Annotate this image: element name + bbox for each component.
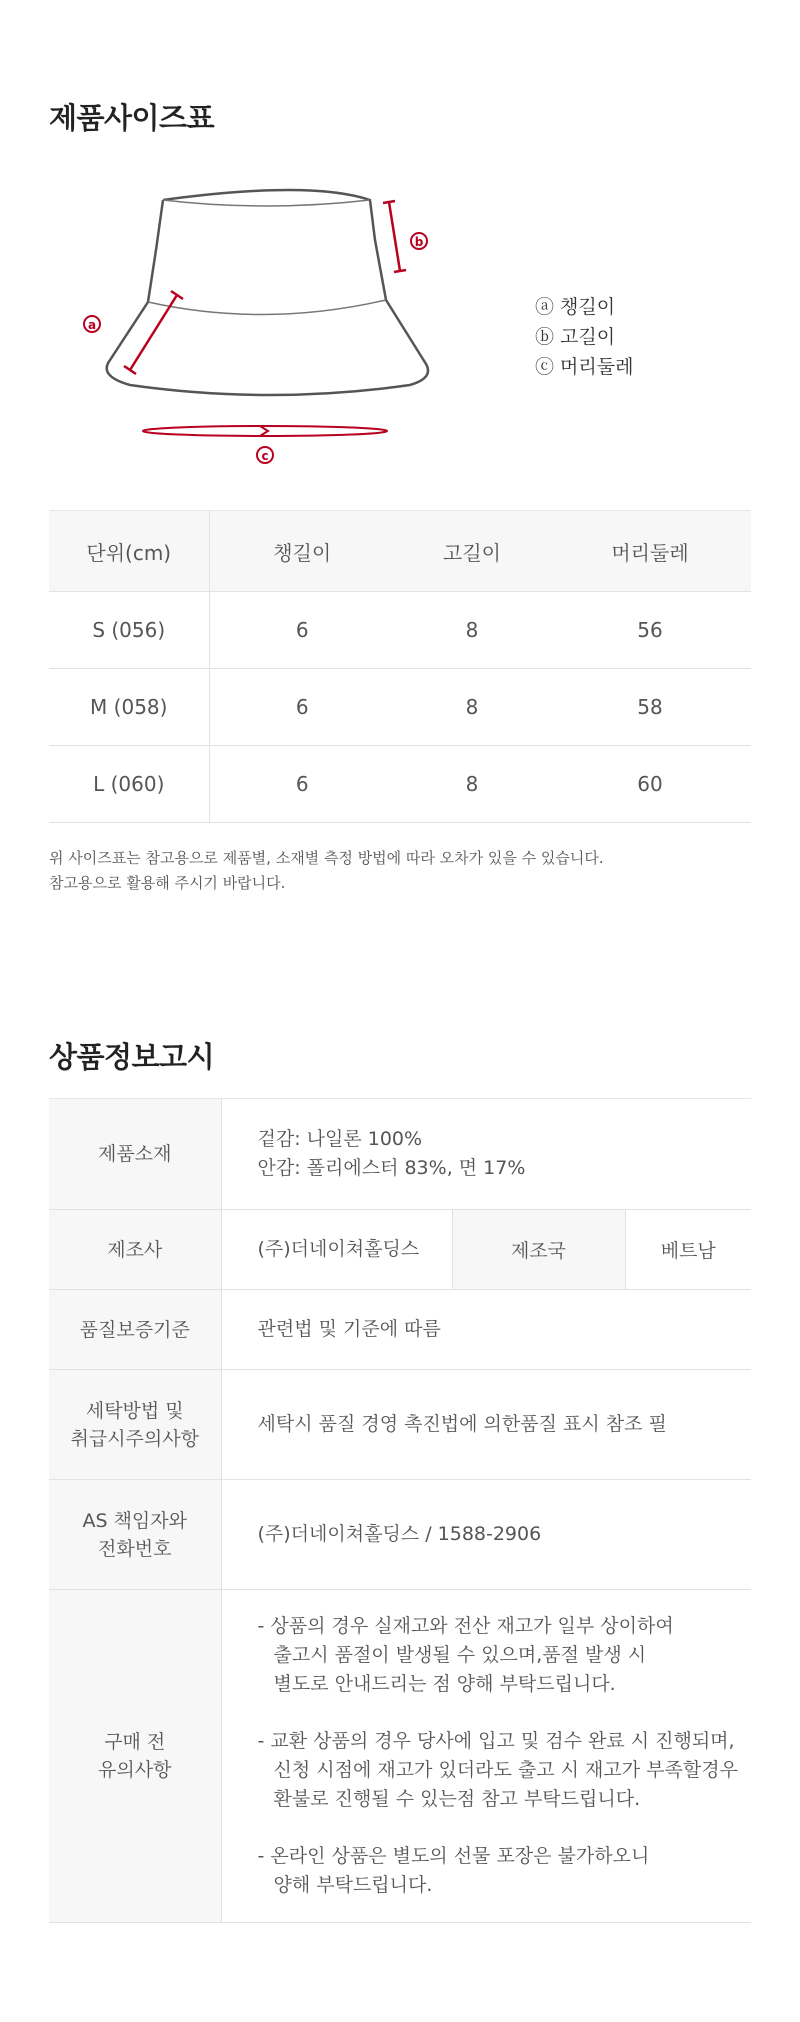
size-label: S (056) [49, 592, 209, 669]
size-table-header-row [49, 511, 751, 592]
legend-label: 머리둘레 [560, 356, 634, 378]
info-row-notice [49, 1590, 751, 1923]
notice-line: 출고시 품절이 발생될 수 있으며,품절 발생 시 [273, 1644, 647, 1666]
info-row-washing [49, 1370, 751, 1480]
material-line: 안감: 폴리에스터 83%, 면 17% [257, 1157, 526, 1179]
info-value: 세탁시 품질 경영 촉진법에 의한품질 표시 참조 필 [221, 1370, 751, 1480]
legend-item-circumference [535, 352, 633, 382]
legend-marker: ⓑ [535, 326, 555, 348]
info-label [49, 1590, 221, 1923]
measure-c-ellipse [143, 426, 387, 436]
measure-c-arrow [260, 426, 268, 436]
marker-c-label: c [261, 449, 269, 463]
cell-value: 56 [549, 592, 751, 669]
material-line: 겉감: 나일론 100% [257, 1128, 423, 1150]
table-row [49, 669, 751, 746]
info-row-as [49, 1480, 751, 1590]
label-line: 전화번호 [98, 1537, 172, 1560]
notice-line: 양해 부탁드립니다. [273, 1874, 433, 1896]
size-table [49, 510, 751, 823]
cell-value: 6 [209, 592, 395, 669]
notice-item [258, 1842, 752, 1900]
notice-line: 신청 시점에 재고가 있더라도 출고 시 재고가 부족할경우 [273, 1759, 738, 1781]
disclaimer-line: 위 사이즈표는 참고용으로 제품별, 소재별 측정 방법에 따라 오차가 있을 수 있습니다. [49, 849, 604, 867]
cell-value: 6 [209, 669, 395, 746]
info-label [49, 1480, 221, 1590]
notice-line: - 교환 상품의 경우 당사에 입고 및 검수 완료 시 진행되며, [257, 1730, 735, 1752]
marker-b-label: b [414, 235, 424, 249]
header-brim: 챙길이 [209, 511, 395, 592]
product-info-table [49, 1098, 751, 1923]
legend-item-crown [535, 322, 633, 352]
cell-value: 60 [549, 746, 751, 823]
size-label: M (058) [49, 669, 209, 746]
label-line: AS 책임자와 [82, 1509, 187, 1532]
size-label: L (060) [49, 746, 209, 823]
label-line: 세탁방법 및 [85, 1399, 184, 1422]
notice-line: 별도로 안내드리는 점 양해 부탁드립니다. [273, 1673, 616, 1695]
notice-list [221, 1590, 751, 1923]
notice-item [258, 1612, 752, 1699]
product-info-title: 상품정보고시 [49, 1040, 215, 1074]
disclaimer-line: 참고용으로 활용해 주시기 바랍니다. [49, 874, 286, 892]
size-chart-title: 제품사이즈표 [49, 101, 215, 135]
notice-line: - 온라인 상품은 별도의 선물 포장은 불가하오니 [257, 1845, 650, 1867]
legend-marker: ⓒ [535, 356, 555, 378]
table-row [49, 592, 751, 669]
cell-value: 6 [209, 746, 395, 823]
bucket-hat-diagram [60, 180, 480, 480]
notice-line: 환불로 진행될 수 있는점 참고 부탁드립니다. [273, 1788, 641, 1810]
header-crown: 고길이 [395, 511, 549, 592]
info-label: 제조사 [49, 1210, 221, 1290]
cell-value: 58 [549, 669, 751, 746]
info-row-quality [49, 1290, 751, 1370]
measure-b-line [383, 201, 406, 272]
measurement-legend [535, 292, 633, 382]
info-label [49, 1370, 221, 1480]
hat-outline [107, 190, 428, 395]
legend-item-brim [535, 292, 633, 322]
info-value: (주)더네이쳐홀딩스 [221, 1210, 452, 1290]
legend-label: 고길이 [560, 326, 616, 348]
info-value: 관련법 및 기준에 따름 [221, 1290, 751, 1370]
cell-value: 8 [395, 669, 549, 746]
info-sublabel: 제조국 [452, 1210, 625, 1290]
legend-marker: ⓐ [535, 296, 555, 318]
info-value: (주)더네이쳐홀딩스 / 1588-2906 [221, 1480, 751, 1590]
label-line: 유의사항 [98, 1759, 172, 1781]
info-row-material [49, 1099, 751, 1210]
info-value [221, 1099, 751, 1210]
cell-value: 8 [395, 746, 549, 823]
header-circumference: 머리둘레 [549, 511, 751, 592]
info-label: 품질보증기준 [49, 1290, 221, 1370]
info-row-manufacturer [49, 1210, 751, 1290]
marker-a-label: a [87, 318, 97, 332]
info-value: 베트남 [625, 1210, 751, 1290]
legend-label: 챙길이 [560, 296, 616, 318]
notice-item [258, 1727, 752, 1814]
notice-line: - 상품의 경우 실재고와 전산 재고가 일부 상이하여 [257, 1615, 674, 1637]
header-unit: 단위(cm) [49, 511, 209, 592]
label-line: 구매 전 [104, 1731, 166, 1753]
info-label: 제품소재 [49, 1099, 221, 1210]
size-disclaimer [49, 846, 604, 896]
label-line: 취급시주의사항 [70, 1427, 199, 1450]
table-row [49, 746, 751, 823]
cell-value: 8 [395, 592, 549, 669]
